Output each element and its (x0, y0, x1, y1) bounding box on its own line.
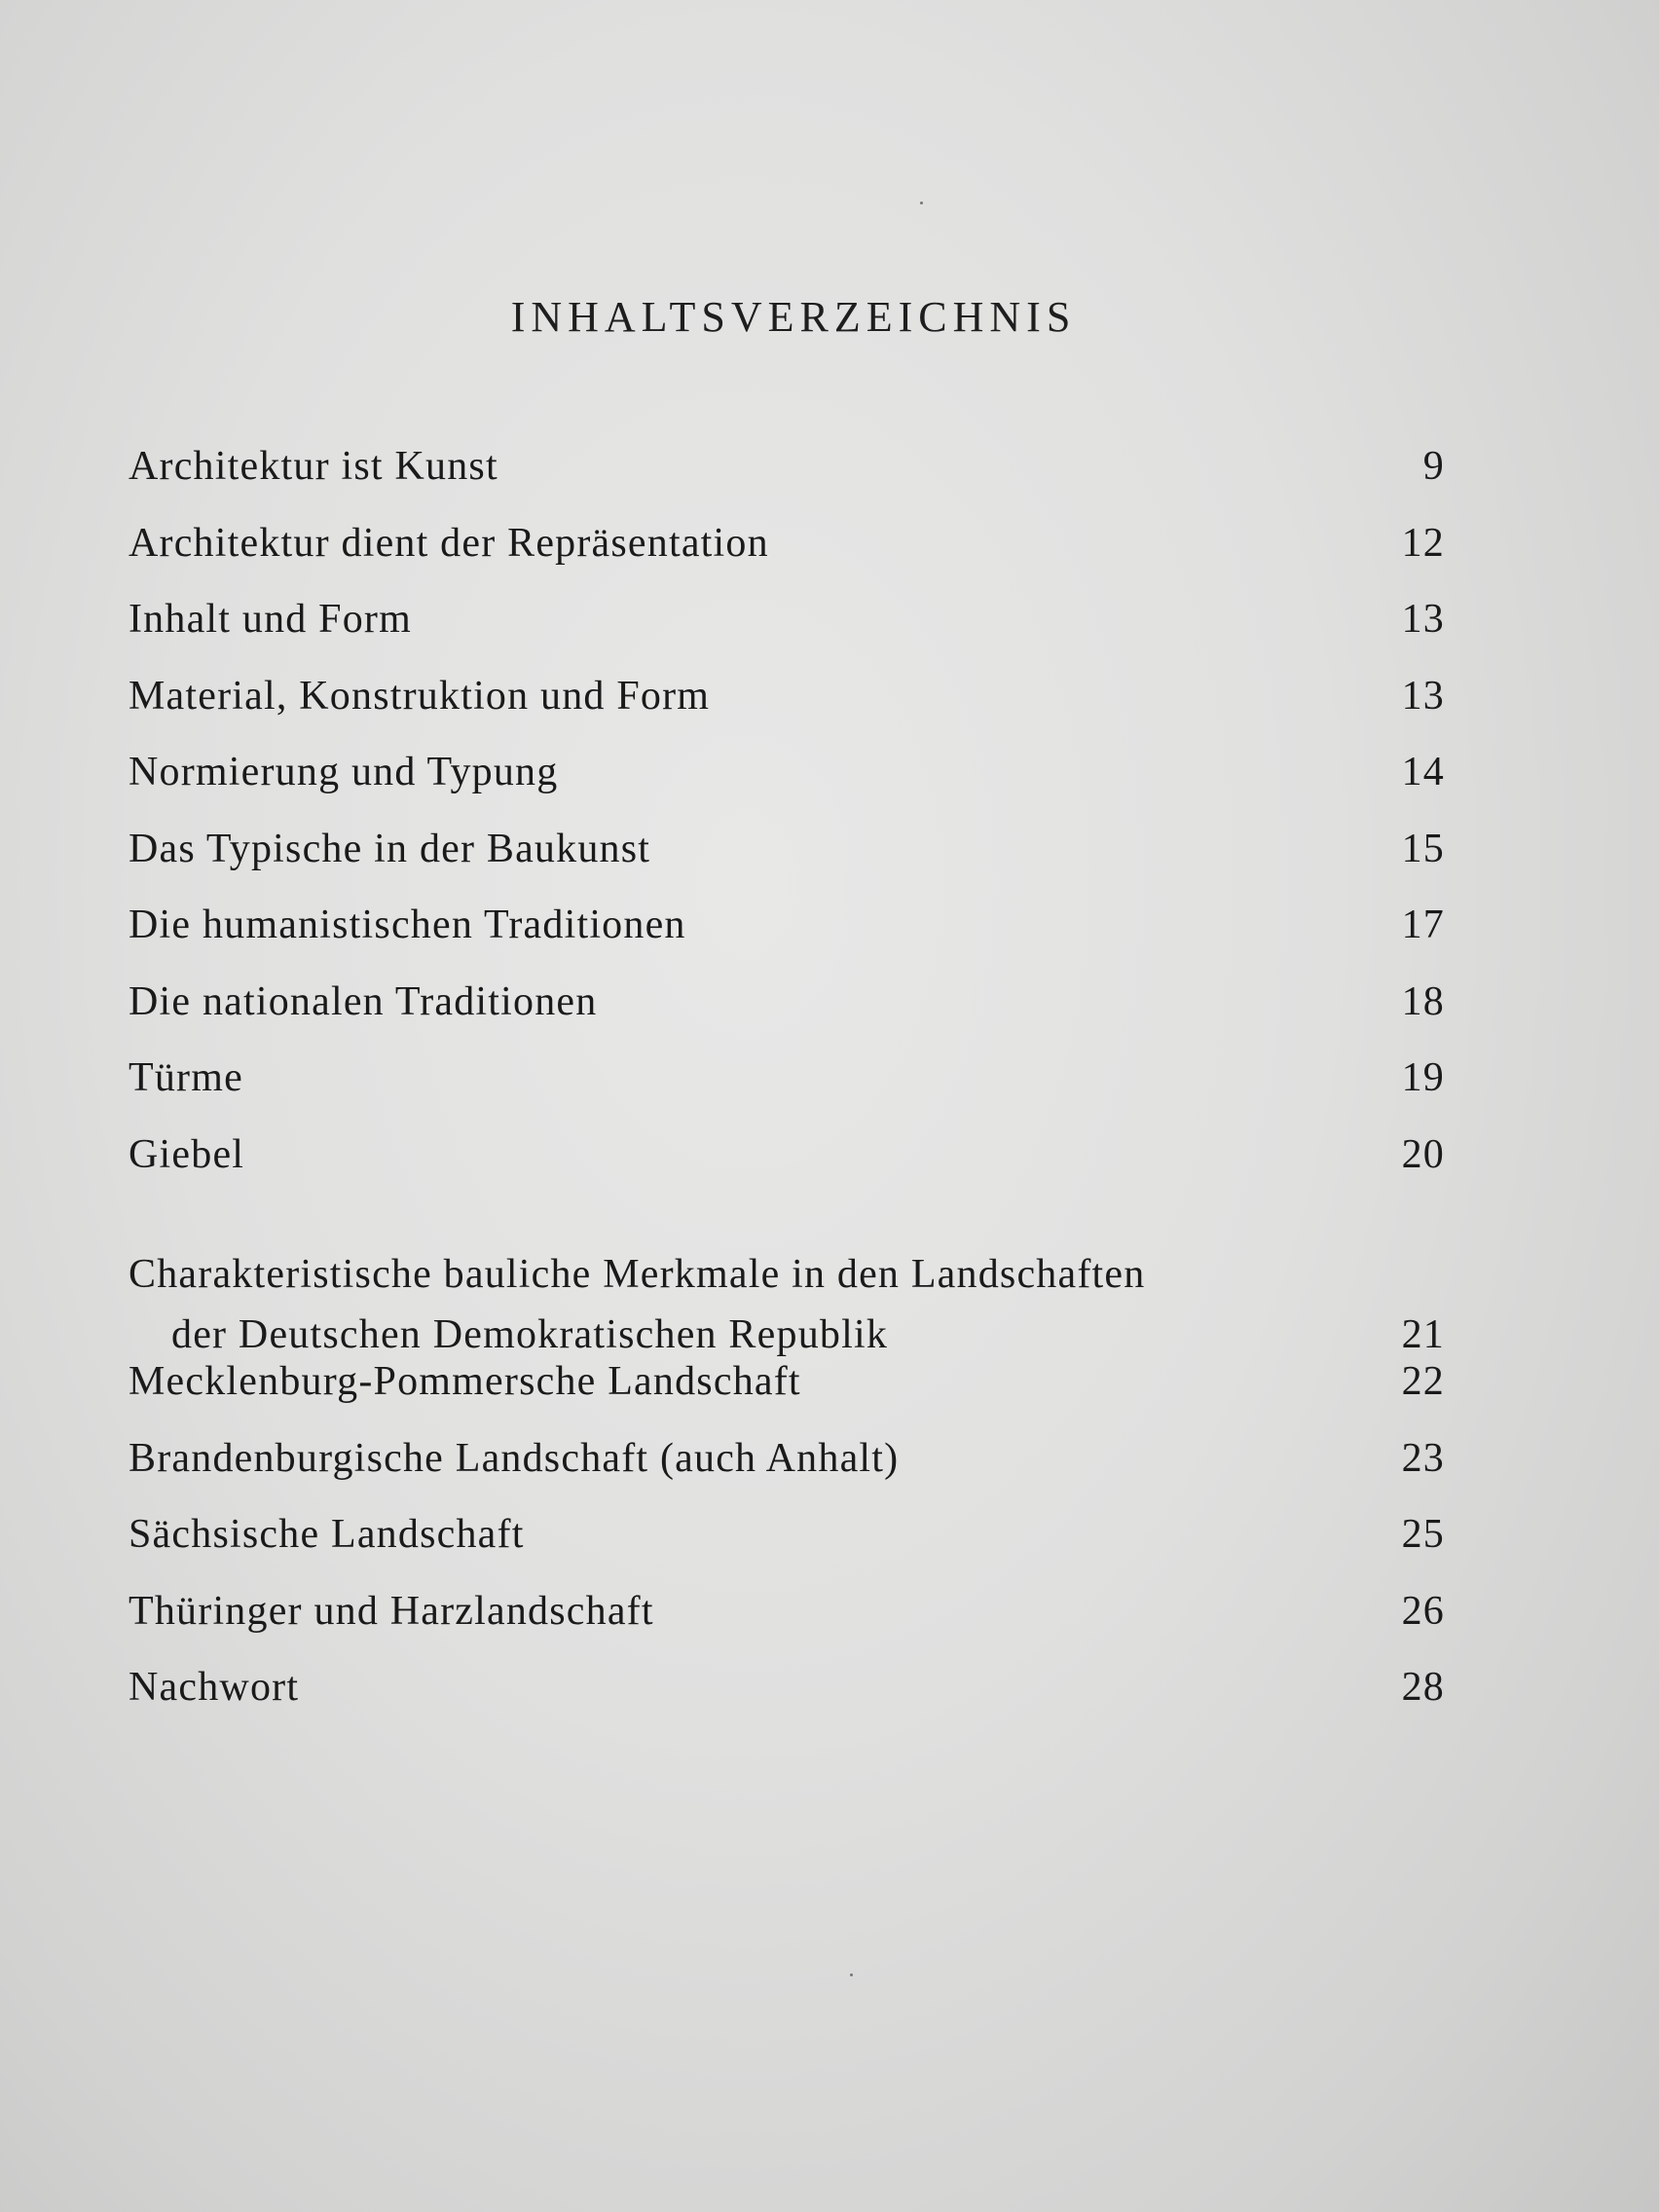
toc-entry-label: Die humanistischen Traditionen (129, 903, 686, 947)
toc-entry (129, 1207, 1445, 1358)
toc-entry-page: 13 (1401, 673, 1445, 719)
toc-entry-label: Normierung und Typung (129, 750, 559, 794)
toc-entry (129, 1054, 1445, 1131)
toc-entry-page: 21 (1401, 1312, 1445, 1357)
toc-entry (129, 1588, 1445, 1665)
toc-entry-page: 26 (1401, 1588, 1445, 1634)
toc-entry-label: Türme (129, 1055, 243, 1100)
toc-entry (129, 443, 1445, 520)
toc-entry (129, 673, 1445, 750)
toc-entry-page: 23 (1401, 1435, 1445, 1481)
toc-entry-label-continuation: der Deutschen Demokratischen Republik (171, 1312, 889, 1357)
toc-entry (129, 520, 1445, 597)
toc-entry-label: Giebel (129, 1131, 245, 1177)
toc-entry-label: Sächsische Landschaft (129, 1512, 525, 1557)
toc-entry-page: 14 (1401, 750, 1445, 794)
toc-entry (129, 826, 1445, 903)
toc-entry-page: 19 (1401, 1055, 1445, 1100)
toc-entry-page: 9 (1422, 444, 1445, 489)
toc-entry (129, 1131, 1445, 1208)
toc-entry-page: 15 (1401, 826, 1445, 871)
toc-list (129, 443, 1445, 1741)
toc-entry-label: Die nationalen Traditionen (129, 978, 598, 1024)
toc-heading: INHALTSVERZEICHNIS (510, 293, 1077, 341)
toc-entry-label: Nachwort (129, 1665, 300, 1710)
toc-entry-page: 17 (1401, 903, 1445, 947)
toc-entry-label: Inhalt und Form (129, 597, 412, 642)
toc-entry (129, 978, 1445, 1055)
toc-entry-page: 13 (1401, 597, 1445, 642)
toc-entry-label: Architektur ist Kunst (129, 444, 498, 489)
paper-speck (850, 1973, 853, 1976)
toc-entry (129, 1511, 1445, 1588)
toc-entry-label: Das Typische in der Baukunst (129, 826, 651, 871)
toc-entry-label: Thüringer und Harzlandschaft (129, 1588, 654, 1634)
toc-entry-label: Architektur dient der Repräsentation (129, 520, 769, 566)
toc-entry (129, 749, 1445, 826)
toc-entry-label: Mecklenburg-Pommersche Landschaft (129, 1359, 801, 1404)
toc-entry-page: 20 (1401, 1131, 1445, 1177)
toc-entry-page: 25 (1401, 1512, 1445, 1557)
toc-entry-label: Charakteristische bauliche Merkmale in den Landschaften (129, 1252, 1146, 1297)
toc-entry-label: Material, Konstruktion und Form (129, 673, 711, 719)
toc-entry-page: 12 (1401, 520, 1445, 566)
paper-speck (920, 202, 923, 204)
toc-entry-page: 18 (1401, 978, 1445, 1024)
toc-entry-label: Brandenburgische Landschaft (auch Anhalt) (129, 1435, 900, 1481)
toc-entry (129, 1358, 1445, 1435)
toc-entry (129, 1664, 1445, 1741)
toc-entry-page: 28 (1401, 1665, 1445, 1710)
toc-entry (129, 596, 1445, 673)
toc-entry (129, 1435, 1445, 1512)
toc-entry-label-block (129, 1251, 1145, 1358)
toc-entry-page: 22 (1401, 1359, 1445, 1404)
toc-entry (129, 902, 1445, 978)
